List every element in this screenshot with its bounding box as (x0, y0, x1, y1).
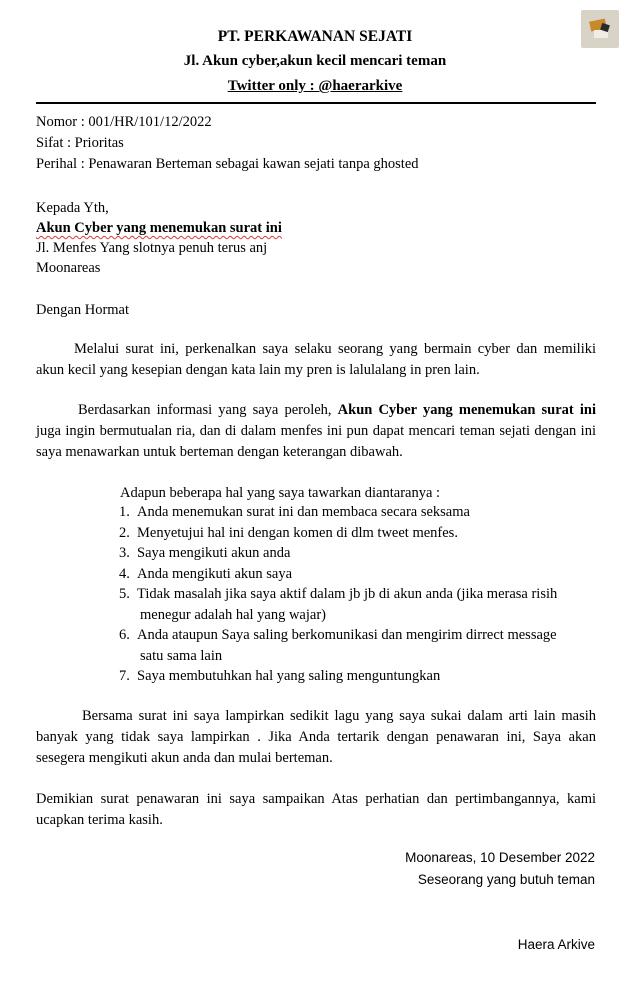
recipient-name: Akun Cyber yang menemukan surat ini (36, 220, 282, 236)
list-item: 7. Saya membutuhkan hal yang saling menguntungkan (119, 668, 441, 684)
letter-subject: Perihal : Penawaran Berteman sebagai kawan sejati tanpa ghosted (36, 156, 419, 172)
paragraph-closing: Demikian surat penawaran ini saya sampaikan Atas perhatian dan pertimbangannya, kami ucapkan terima kasih. (36, 791, 596, 828)
recipient-greeting: Kepada Yth, (36, 200, 109, 216)
company-address: Jl. Akun cyber,akun kecil mencari teman (183, 53, 447, 69)
list-item: 1. Anda menemukan surat ini dan membaca secara seksama (119, 504, 470, 520)
offer-list-intro: Adapun beberapa hal yang saya tawarkan diantaranya : (120, 485, 441, 501)
paragraph-offer-start: Berdasarkan informasi yang saya peroleh, (78, 402, 338, 418)
offer-list (119, 502, 589, 687)
signer-name: Haera Arkive (517, 937, 595, 952)
recipient-street: Jl. Menfes Yang slotnya penuh terus anj (36, 240, 268, 256)
place-date: Moonareas, 10 Desember 2022 (405, 850, 595, 865)
list-item: 2. Menyetujui hal ini dengan komen di dlm tweet menfes. (119, 524, 458, 541)
company-contact: Twitter only : @haerarkive (227, 78, 403, 94)
recipient-city: Moonareas (36, 260, 101, 276)
header-divider (36, 102, 596, 104)
paragraph-offer (36, 400, 596, 463)
company-name: PT. PERKAWANAN SEJATI (217, 28, 413, 45)
list-item: 6. Anda ataupun Saya saling berkomunikasi dan mengirim dirrect message satu sama lain (119, 627, 557, 664)
opening-salutation: Dengan Hormat (36, 302, 130, 318)
letter-number: Nomor : 001/HR/101/12/2022 (36, 114, 212, 130)
signer-role: Seseorang yang butuh teman (417, 872, 595, 887)
list-item: 5. Tidak masalah jika saya aktif dalam jb jb di akun anda (jika merasa risih menegur adalah hal yang wajar) (119, 586, 558, 623)
paragraph-attachment: Bersama surat ini saya lampirkan sedikit lagu yang saya sukai dalam arti lain masih banyak yang tidak saya lampirkan . Jika Anda tertarik dengan penawaran ini, Saya akan sesegera mengikuti akun anda dan mulai berteman. (36, 708, 596, 766)
paragraph-intro: Melalui surat ini, perkenalkan saya selaku seorang yang bermain cyber dan memiliki akun kecil yang kesepian dengan kata lain my pren is lalulalang in pren lain. (36, 341, 596, 378)
letter-nature: Sifat : Prioritas (36, 135, 124, 151)
paragraph-offer-highlight: Akun Cyber yang menemukan surat ini (337, 402, 596, 418)
paragraph-offer-end: juga ingin bermutualan ria, dan di dalam menfes ini pun dapat mencari teman sejati dengan ini saya menawarkan untuk berteman dengan keterangan dibawah. (36, 423, 596, 460)
list-item: 4. Anda mengikuti akun saya (119, 565, 293, 582)
list-item: 3. Saya mengikuti akun anda (119, 545, 291, 561)
